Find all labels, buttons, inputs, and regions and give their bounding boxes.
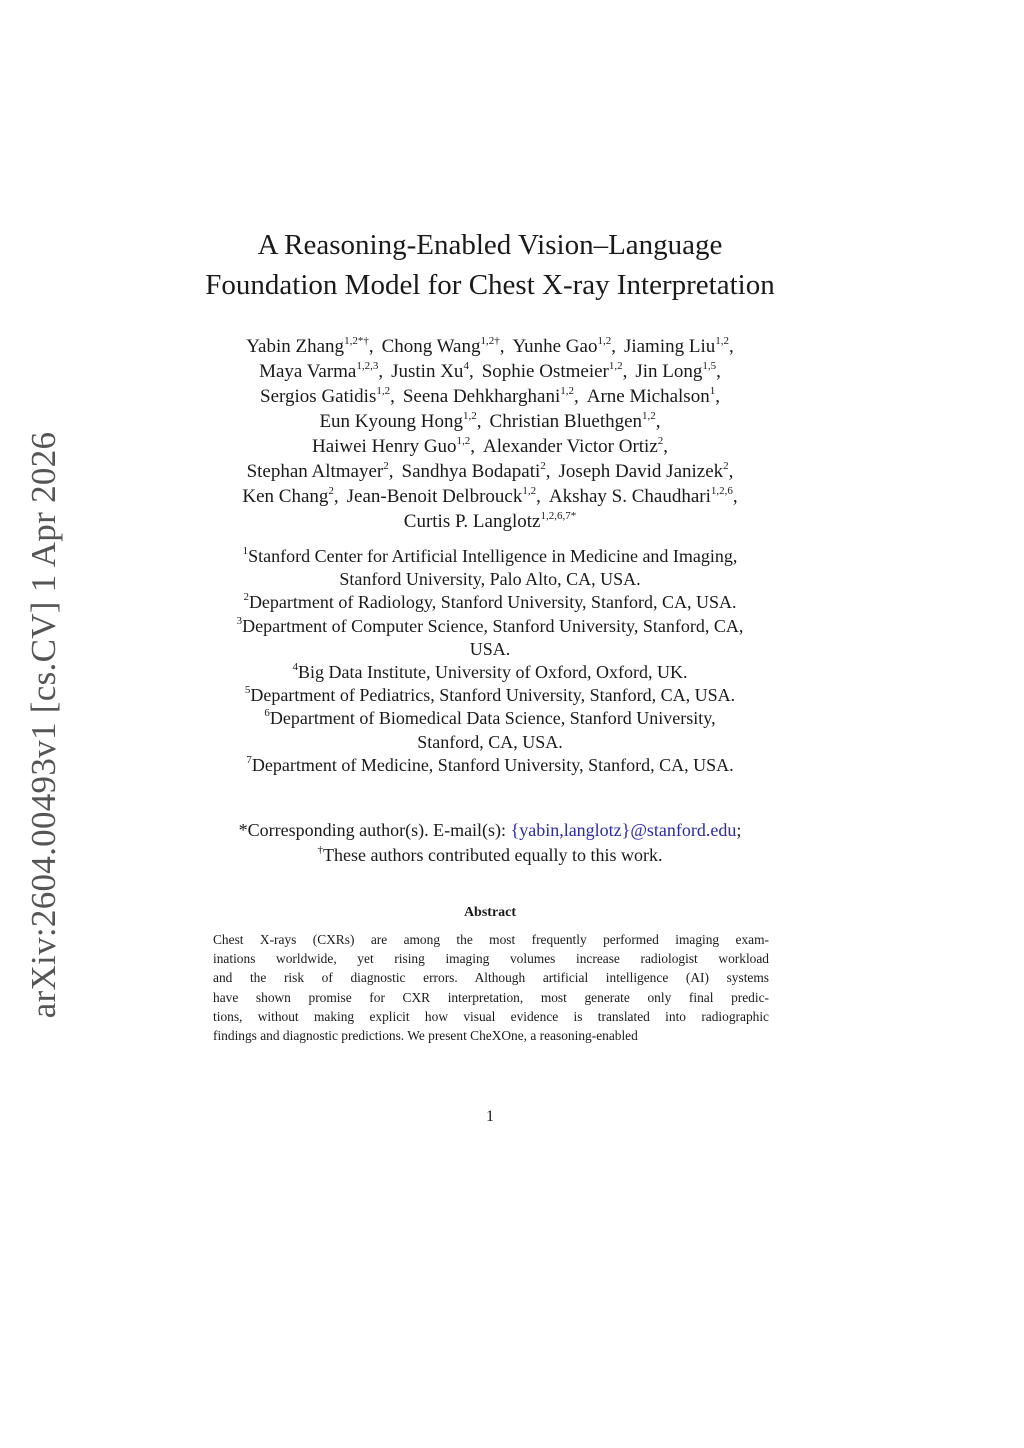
affiliation-line	[190, 731, 790, 754]
author-name: Alexander Victor Ortiz	[483, 436, 658, 457]
equal-contribution-text: These authors contributed equally to this work.	[323, 845, 663, 865]
affiliation-line	[190, 638, 790, 661]
affiliation-text: Department of Radiology, Stanford University, Stanford, CA, USA.	[248, 592, 737, 613]
author-affiliation-marks: 2	[328, 484, 334, 497]
author-name: Chong Wang	[381, 336, 481, 357]
affiliation-line	[190, 661, 790, 684]
author-separator: ,	[729, 336, 734, 357]
author	[319, 411, 481, 432]
abstract-line: Chest X-rays (CXRs) are among the most frequently performed imaging exam-	[213, 932, 769, 947]
affiliation-number: 5	[244, 684, 251, 697]
affiliation-line	[190, 684, 790, 707]
author-name: Jean-Benoit Delbrouck	[346, 486, 523, 507]
author-affiliation-marks: 1,2	[522, 484, 537, 497]
corresponding-suffix: ;	[736, 820, 742, 840]
abstract-line: tions, without making explicit how visual evidence is translated into radiographic	[213, 1008, 769, 1024]
author	[312, 436, 475, 457]
author	[404, 511, 576, 532]
author-line	[150, 459, 830, 484]
author	[242, 486, 338, 507]
author-line	[150, 509, 830, 534]
arxiv-identifier-stamp: arXiv:2604.00493v1 [cs.CV] 1 Apr 2026	[24, 431, 63, 1019]
affiliation-line	[190, 707, 790, 730]
abstract-line: inations worldwide, yet rising imaging volumes increase radiologist workload	[213, 951, 769, 967]
author-line	[150, 334, 830, 359]
author-name: Maya Varma	[259, 361, 357, 382]
author-separator: ,	[470, 436, 476, 457]
author-name: Eun Kyoung Hong	[319, 411, 464, 432]
author	[635, 361, 721, 382]
author-affiliation-marks: 1,2	[463, 409, 477, 422]
author-separator: ,	[468, 361, 474, 382]
author-separator: ,	[333, 486, 339, 507]
author-line	[150, 434, 830, 459]
affiliation-number: 2	[243, 591, 249, 604]
affiliation-text: Stanford Center for Artificial Intelligence in Medicine and Imaging,	[248, 546, 738, 566]
affiliation-number: 3	[236, 614, 243, 627]
author	[259, 361, 383, 382]
affiliation-number: 4	[292, 661, 299, 674]
author-name: Yabin Zhang	[246, 336, 345, 357]
author	[260, 386, 395, 407]
author-name: Curtis P. Langlotz	[403, 511, 541, 532]
equal-contribution-note	[150, 843, 830, 868]
author-affiliation-marks: 1,2	[597, 334, 612, 347]
affiliation-line	[190, 615, 790, 638]
author-affiliation-marks: 1,2	[560, 384, 574, 397]
author-separator: ,	[536, 486, 541, 507]
author-name: Sandhya Bodapati	[401, 461, 541, 482]
affiliation-text: Stanford, CA, USA.	[417, 731, 563, 752]
author-name: Joseph David Janizek	[558, 461, 724, 482]
author-name: Christian Bluethgen	[489, 411, 643, 432]
affiliation-text: Big Data Institute, University of Oxford, Oxford, UK.	[298, 662, 688, 683]
abstract-body	[213, 930, 769, 1045]
author-affiliation-marks: 1,2†	[480, 334, 500, 347]
abstract-line: have shown promise for CXR interpretation, most generate only final predic-	[213, 989, 769, 1005]
author-affiliation-marks: 1,2	[642, 409, 656, 422]
author	[247, 461, 394, 482]
paper-title	[150, 225, 830, 305]
correspondence-block	[150, 818, 830, 868]
author-affiliation-marks: 1,2	[376, 384, 391, 397]
author-affiliation-marks: 1,2	[456, 434, 471, 447]
abstract-heading: Abstract	[463, 905, 517, 920]
author	[559, 461, 734, 482]
author-separator: ,	[378, 361, 384, 382]
author	[482, 361, 628, 382]
author-line	[150, 409, 830, 434]
author-affiliation-marks: 2	[657, 434, 664, 447]
corresponding-author-line	[150, 818, 830, 843]
author-separator: ,	[476, 411, 482, 432]
author	[391, 361, 474, 382]
title-line: A Reasoning-Enabled Vision–Language	[257, 229, 723, 261]
affiliation-text: Stanford University, Palo Alto, CA, USA.	[339, 569, 641, 590]
author-separator: ,	[728, 461, 734, 482]
author-affiliation-marks: 1,2	[608, 359, 623, 372]
affiliation-number: 1	[242, 545, 249, 557]
author-affiliation-marks: 1,2*†	[344, 334, 369, 347]
author-affiliation-marks: 1,2,3	[356, 359, 379, 372]
affiliation-line	[190, 545, 790, 568]
author-affiliation-marks: 1,5	[702, 359, 717, 372]
author-separator: ,	[716, 361, 721, 382]
affiliation-line	[190, 568, 790, 591]
author-separator: ,	[545, 461, 551, 482]
author-separator: ,	[655, 411, 661, 432]
title-line: Foundation Model for Chest X-ray Interpretation	[205, 269, 775, 301]
author-separator: ,	[390, 386, 395, 407]
author-separator: ,	[611, 336, 616, 357]
affiliation-text: Department of Biomedical Data Science, Stanford University,	[269, 708, 716, 729]
author-separator: ,	[388, 461, 394, 482]
page-number: 1	[486, 1108, 494, 1125]
affiliation-line	[190, 591, 790, 614]
author-separator: ,	[368, 336, 374, 357]
author-separator: ,	[622, 361, 628, 382]
author-list	[150, 334, 830, 534]
affiliation-text: Department of Computer Science, Stanford University, Stanford, CA,	[242, 615, 744, 636]
author	[490, 411, 661, 432]
affiliation-text: Department of Pediatrics, Stanford University, Stanford, CA, USA.	[250, 685, 736, 706]
affiliation-list	[190, 545, 790, 777]
author	[587, 386, 720, 407]
affiliation-text: Department of Medicine, Stanford University, Stanford, CA, USA.	[251, 754, 734, 775]
author-name: Jin Long	[635, 361, 703, 382]
abstract-line: findings and diagnostic predictions. We present CheXOne, a reasoning-enabled	[213, 1027, 638, 1043]
affiliation-number: 6	[264, 707, 270, 720]
corresponding-email-link[interactable]: {yabin,langlotz}@stanford.edu	[510, 820, 737, 840]
author-affiliation-marks: 2	[540, 459, 546, 472]
author	[624, 336, 734, 357]
author-name: Sophie Ostmeier	[481, 361, 609, 382]
affiliation-text: USA.	[469, 638, 511, 659]
author-name: Akshay S. Chaudhari	[548, 486, 711, 507]
author-name: Sergios Gatidis	[260, 386, 377, 407]
corresponding-prefix: *Corresponding author(s). E-mail(s):	[238, 820, 511, 840]
abstract-line: and the risk of diagnostic errors. Although artificial intelligence (AI) systems	[213, 970, 769, 986]
author	[403, 386, 579, 407]
author-affiliation-marks: 2	[723, 459, 729, 472]
author-affiliation-marks: 1,2,6,7*	[540, 509, 577, 522]
author-name: Yunhe Gao	[512, 336, 598, 357]
author-separator: ,	[499, 336, 505, 357]
author-affiliation-marks: 1	[709, 384, 716, 397]
author-affiliation-marks: 1,2,6	[710, 484, 733, 497]
author-affiliation-marks: 1,2	[715, 334, 730, 347]
author-line	[150, 359, 830, 384]
author-separator: ,	[732, 486, 738, 507]
author-name: Ken Chang	[242, 486, 329, 507]
author-separator: ,	[715, 386, 720, 407]
author-name: Haiwei Henry Guo	[311, 436, 457, 457]
author	[483, 436, 668, 457]
author-separator: ,	[574, 386, 579, 407]
affiliation-line	[190, 754, 790, 777]
author-name: Seena Dehkharghani	[402, 386, 561, 407]
author-line	[150, 384, 830, 409]
author	[382, 336, 505, 357]
author-separator: ,	[663, 436, 669, 457]
author-affiliation-marks: 2	[383, 459, 389, 472]
author-name: Stephan Altmayer	[246, 461, 384, 482]
author	[513, 336, 616, 357]
author-name: Justin Xu	[391, 361, 464, 382]
author-name: Arne Michalson	[586, 386, 710, 407]
author-name: Jiaming Liu	[623, 336, 716, 357]
author	[402, 461, 551, 482]
author	[549, 486, 738, 507]
author-line	[150, 484, 830, 509]
author-affiliation-marks: 4	[463, 359, 469, 372]
author	[347, 486, 541, 507]
author	[246, 336, 373, 357]
affiliation-number: 7	[246, 753, 252, 766]
dagger-mark: †	[317, 844, 324, 856]
